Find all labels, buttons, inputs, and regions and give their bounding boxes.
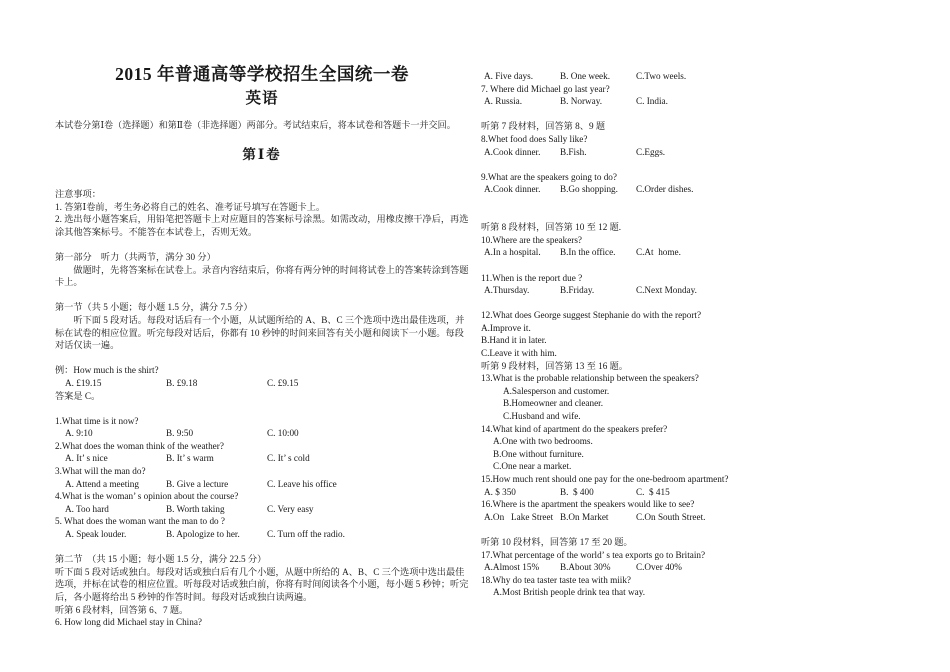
- options-1: [55, 427, 469, 440]
- option-18a: A.Most British people drink tea that way.: [493, 587, 645, 598]
- option-13c: C.Husband and wife.: [503, 411, 581, 422]
- options-16: [481, 511, 919, 524]
- answer-option: A.Cook dinner.: [484, 146, 541, 157]
- options-5: [55, 528, 469, 541]
- spacer: [481, 259, 919, 272]
- answer-option: A.On Lake Street: [484, 511, 554, 522]
- question-16: 16.Where is the apartment the speakers would like to see?: [481, 499, 695, 510]
- question-6: 6. How long did Michael stay in China?: [55, 617, 202, 628]
- spacer: [481, 196, 919, 221]
- answer-option: B.Fish.: [560, 146, 587, 157]
- spacer: [481, 108, 919, 121]
- answer-option: C. £9.15: [267, 377, 299, 388]
- question-5: 5. What does the woman want the man to do ?: [55, 516, 226, 527]
- answer-option: C. It’ s cold: [267, 453, 310, 464]
- spacer: [55, 402, 469, 415]
- answer-option: C.Order dishes.: [636, 184, 694, 195]
- example-options: [55, 377, 469, 390]
- answer-option: B. $ 400: [560, 486, 594, 497]
- answer-option: A.Thursday.: [484, 285, 530, 296]
- answer-option: C.Over 40%: [636, 562, 682, 573]
- answer-option: A. 9:10: [65, 428, 93, 439]
- right-column-body: [481, 70, 919, 599]
- question-11: 11.When is the report due ?: [481, 272, 583, 283]
- options-17: [481, 561, 919, 574]
- options-2: [55, 452, 469, 465]
- answer-option: A. Attend a meeting: [65, 478, 139, 489]
- notice-item-2: 2. 选出每小题答案后，用铅笔把答题卡上对应题目的答案标号涂黑。如需改动，用橡皮擦干净后，再选涂其他答案标号。不能答在本试卷上，否则无效。: [55, 214, 469, 237]
- spacer: [481, 523, 919, 536]
- notice-heading: 注意事项：: [55, 189, 101, 199]
- section2-heading: 第二节 （共 15 小题；每小题 1.5 分，满分 22.5 分）: [55, 554, 267, 565]
- left-column-body: [55, 188, 469, 629]
- answer-option: A. Speak louder.: [65, 529, 127, 540]
- answer-option: B.Friday.: [560, 285, 595, 296]
- question-8: 8.Whet food does Sally like?: [481, 133, 588, 144]
- question-18: 18.Why do tea taster taste tea with miik?: [481, 574, 632, 585]
- option-14b: B.One without furniture.: [493, 448, 584, 459]
- answer-option: B. Apologize to her.: [166, 529, 240, 540]
- spacer: [55, 352, 469, 365]
- answer-option: B. Norway.: [560, 96, 603, 107]
- answer-option: A. Five days.: [484, 71, 533, 81]
- answer-option: A.Almost 15%: [484, 562, 540, 573]
- question-14: 14.What kind of apartment do the speakers prefer?: [481, 423, 668, 434]
- answer-option: B.About 30%: [560, 562, 611, 573]
- question-12: 12.What does George suggest Stephanie do with the report?: [481, 310, 702, 321]
- options-4: [55, 503, 469, 516]
- answer-option: C. India.: [636, 96, 668, 107]
- spacer: [55, 541, 469, 554]
- answer-option: A. £19.15: [65, 377, 102, 388]
- question-15: 15.How much rent should one pay for the one-bedroom apartment?: [481, 474, 729, 484]
- answer-option: C. Leave his office: [267, 478, 337, 489]
- question-7: 7. Where did Michael go last year?: [481, 83, 610, 94]
- document-subject: 英语: [245, 90, 279, 107]
- part1-instructions: 做题时，先将答案标在试卷上。录音内容结束后，你将有两分钟的时间将试卷上的答案转涂到答题卡上。: [55, 264, 469, 288]
- answer-option: C.Next Monday.: [636, 285, 697, 296]
- exam-intro: 本试卷分第Ⅰ卷（选择题）和第Ⅱ卷（非选择题）两部分。考试结束后，将本试卷和答题卡一并交回。: [55, 120, 456, 130]
- question-17: 17.What percentage of the world’ s tea exports go to Britain?: [481, 549, 706, 560]
- spacer: [481, 158, 919, 171]
- answer-option: B. It’ s warm: [166, 453, 214, 464]
- option-14c: C.One near a market.: [493, 461, 572, 472]
- answer-option: B. Worth taking: [166, 503, 225, 514]
- section1-instructions: 听下面 5 段对话。每段对话后有一个小题，从试题所给的 A、B、C 三个选项中选出最佳选项，并标在试卷的相应位置。听完每段对话后，你都有 10 秒钟的时间来回答有关小题和阅读下一小题。每段对话仅读一遍。: [55, 314, 465, 351]
- options-10: [481, 246, 919, 259]
- answer-option: B. One week.: [560, 71, 611, 81]
- answer-option: B.On Market: [560, 511, 609, 522]
- answer-option: B.Go shopping.: [560, 184, 618, 195]
- question-4: 4.What is the woman’ s opinion about the course?: [55, 491, 239, 502]
- answer-option: B. Give a lecture: [166, 478, 229, 489]
- answer-option: C. Very easy: [267, 503, 314, 514]
- answer-option: C. 10:00: [267, 428, 299, 439]
- audio-cue-10: 听第 10 段材料，回答第 17 至 20 题。: [481, 536, 633, 547]
- options-15: [481, 486, 919, 499]
- answer-option: C. $ 415: [636, 486, 670, 497]
- answer-option: A. Russia.: [484, 96, 523, 107]
- options-8: [481, 146, 919, 159]
- option-12a: A.Improve it.: [481, 322, 531, 333]
- spacer: [55, 289, 469, 302]
- answer-option: C.Two weels.: [636, 71, 687, 81]
- left-column: [55, 0, 469, 629]
- options-7: [481, 95, 919, 108]
- question-10: 10.Where are the speakers?: [481, 234, 583, 245]
- options-11: [481, 284, 919, 297]
- options-6: [481, 70, 919, 83]
- question-13: 13.What is the probable relationship between the speakers?: [481, 373, 699, 384]
- question-1: 1.What time is it now?: [55, 415, 139, 426]
- part1-heading: 第一部分 听力（共两节，满分 30 分）: [55, 251, 216, 262]
- answer-option: B. £9.18: [166, 377, 198, 388]
- option-14a: A.One with two bedrooms.: [493, 436, 593, 447]
- section2-instructions: 听下面 5 段对话或独白。每段对话或独白后有几个小题，从题中所给的 A、B、C 三个选项中选出最佳选项，并标在试卷的相应位置。听每段对话或独白前，你将有时间阅读各个小题，每小题 5 秒钟；听完后，各小题将给出 5 秒钟的作答时间。每段对话或独白读两遍。: [55, 566, 469, 602]
- audio-cue-7: 听第 7 段材料，回答第 8、9 题: [481, 121, 606, 132]
- options-3: [55, 478, 469, 491]
- spacer: [481, 297, 919, 310]
- answer-option: A. It’ s nice: [65, 453, 108, 464]
- options-9: [481, 183, 919, 196]
- question-2: 2.What does the woman think of the weather?: [55, 440, 224, 451]
- option-13a: A.Salesperson and customer.: [503, 385, 610, 396]
- option-12c: C.Leave it with him.: [481, 348, 557, 359]
- answer-option: C.On South Street.: [636, 511, 706, 522]
- audio-cue-9: 听第 9 段材料，回答第 13 至 16 题。: [481, 360, 628, 371]
- question-9: 9.What are the speakers going to do?: [481, 171, 617, 182]
- answer-option: A. Too hard: [65, 503, 109, 514]
- example-answer: 答案是 C。: [55, 390, 101, 401]
- answer-option: A.In a hospital.: [484, 247, 541, 258]
- audio-cue-8: 听第 8 段材料，回答第 10 至 12 题.: [481, 222, 622, 233]
- question-3: 3.What will the man do?: [55, 466, 146, 477]
- answer-option: A.Cook dinner.: [484, 184, 541, 195]
- answer-option: C. Turn off the radio.: [267, 529, 345, 540]
- spacer: [55, 238, 469, 251]
- right-column: [481, 0, 919, 599]
- example-question: 例：How much is the shirt?: [55, 365, 159, 376]
- section1-heading: 第一节（共 5 小题；每小题 1.5 分，满分 7.5 分）: [55, 302, 253, 313]
- option-12b: B.Hand it in later.: [481, 335, 547, 346]
- audio-cue-6: 听第 6 段材料，回答第 6、7 题。: [55, 604, 189, 615]
- answer-option: B. 9:50: [166, 428, 194, 439]
- document-title: 2015 年普通高等学校招生全国统一卷: [115, 64, 409, 84]
- volume-heading: 第Ⅰ卷: [242, 147, 282, 162]
- option-13b: B.Homeowner and cleaner.: [503, 398, 604, 409]
- answer-option: A. $ 350: [484, 486, 516, 497]
- answer-option: B.In the office.: [560, 247, 616, 258]
- answer-option: C.Eggs.: [636, 146, 666, 157]
- answer-option: C.At home.: [636, 247, 681, 258]
- notice-item-1: 1. 答第Ⅰ卷前，考生务必将自己的姓名、准考证号填写在答题卡上。: [55, 201, 326, 212]
